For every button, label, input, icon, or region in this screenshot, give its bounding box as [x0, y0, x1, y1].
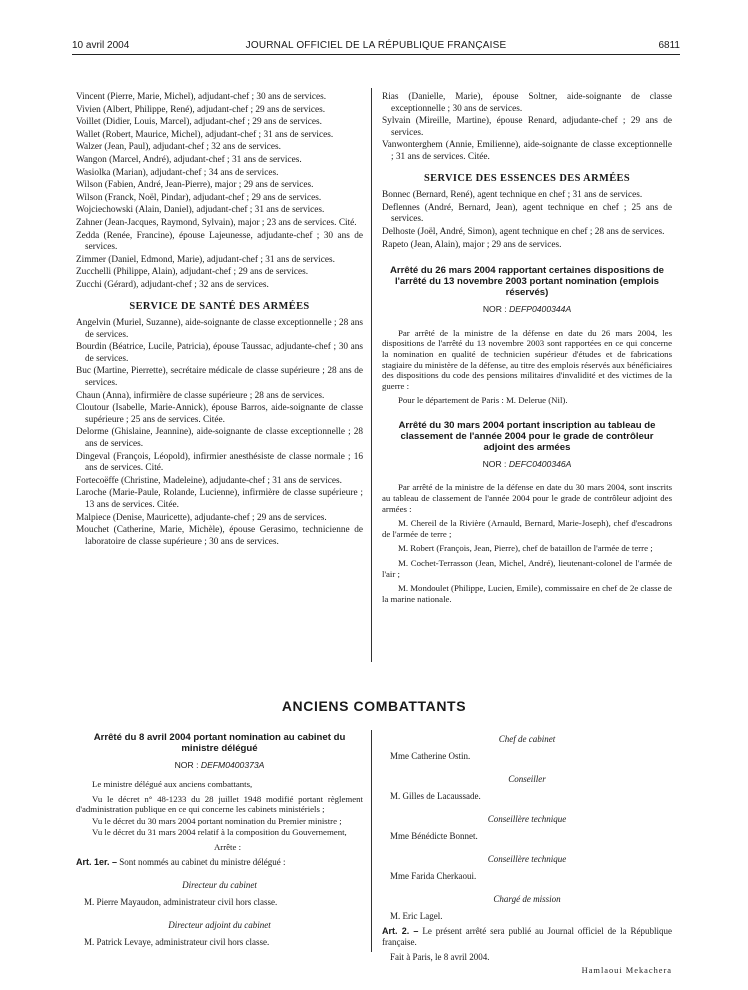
header-date: 10 avril 2004 — [72, 40, 130, 51]
arrete-title: Arrêté du 8 avril 2004 portant nomination au cabinet du ministre délégué — [93, 732, 346, 754]
nor-code: DEFP0400344A — [509, 304, 572, 315]
list-item: Wasiolka (Marian), adjudant-chef ; 34 ans de services. — [76, 167, 279, 178]
nor-code: DEFC0400346A — [508, 458, 572, 469]
arrete-title: Arrêté du 30 mars 2004 portant inscription au tableau de classement de l'année 2004 pour le grade de contrôleur adjoint des armées — [398, 419, 656, 453]
list-item: Sylvain (Mireille, Martine), épouse Renard, adjudante-chef ; 29 ans de services. — [382, 116, 672, 138]
list-item: Delorme (Ghislaine, Jeannine), aide-soignante de classe exceptionnelle ; 28 ans de services. — [76, 427, 363, 450]
list-item: M. Robert (François, Jean, Pierre), chef de bataillon de l'armée de terre ; — [398, 543, 653, 554]
column-divider — [371, 730, 372, 952]
role-title: Chargé de mission — [493, 894, 561, 904]
list-item: Wilson (Fabien, André, Jean-Pierre), major ; 29 ans de services. — [76, 180, 314, 191]
signature: Hamlaoui Mekachera — [581, 966, 672, 975]
list-item: Zucchi (Gérard), adjudant-chef ; 32 ans de services. — [76, 279, 269, 290]
fait-line: Fait à Paris, le 8 avril 2004. — [390, 952, 490, 962]
list-item: Wilson (Franck, Noël, Pindar), adjudant-chef ; 29 ans de services. — [76, 192, 322, 203]
list-item: Vanwonterghem (Annie, Emilienne), aide-soignante de classe exceptionnelle ; 31 ans de services. Citée. — [382, 140, 672, 162]
list-item: Zahner (Jean-Jacques, Raymond, Sylvain), major ; 23 ans de services. Cité. — [76, 217, 357, 228]
article-2 — [382, 926, 672, 948]
role-title: Directeur adjoint du cabinet — [168, 919, 271, 930]
role-title: Conseillère technique — [487, 814, 567, 824]
list-item: Malpiece (Denise, Mauricette), adjudante-chef ; 29 ans de services. — [76, 512, 327, 523]
member-name: M. Patrick Levaye, administrateur civil hors classe. — [84, 936, 270, 947]
visa: Vu le décret n° 48-1233 du 28 juillet 1948 modifié portant règlement d'administration publique en ce qui concerne les cabinets ministériels ; — [76, 793, 363, 815]
list-item: Voillet (Didier, Louis, Marcel), adjudant-chef ; 29 ans de services. — [76, 117, 323, 128]
member-name: Mme Farida Cherkaoui. — [390, 871, 477, 881]
nor-reference — [382, 459, 672, 471]
list-item: Vivien (Albert, Philippe, René), adjudant-chef ; 29 ans de services. — [76, 104, 326, 115]
member-name: M. Pierre Mayaudon, administrateur civil hors classe. — [84, 896, 278, 907]
page-number: 6811 — [658, 40, 680, 51]
list-item: M. Mondoulet (Philippe, Lucien, Emile), commissaire en chef de 2e classe de la marine nationale. — [382, 583, 672, 604]
visa: Vu le décret du 30 mars 2004 portant nomination du Premier ministre ; — [92, 815, 342, 826]
nor-label: NOR : — [174, 760, 199, 770]
section-heading-sante: SERVICE DE SANTÉ DES ARMÉES — [129, 300, 310, 312]
article-2-label: Art. 2. – — [382, 926, 419, 936]
list-item: Cloutour (Isabelle, Marie-Annick), épouse Barros, aide-soignante de classe supérieure ; 25 ans de services. Citée. — [76, 403, 363, 425]
arrete-line: Pour le département de Paris : M. Delerue (Nil). — [398, 395, 568, 406]
list-item: Vincent (Pierre, Marie, Michel), adjudant-chef ; 30 ans de services. — [76, 92, 327, 102]
left-column — [76, 92, 363, 549]
list-item: Mouchet (Catherine, Marie, Michèle), épouse Gerasimo, technicienne de laboratoire de classe supérieure ; 30 ans de services. — [76, 525, 363, 547]
member-name: M. Gilles de Lacaussade. — [390, 791, 481, 801]
article-1-label: Art. 1er. – — [76, 856, 118, 867]
role-title: Chef de cabinet — [498, 734, 556, 744]
list-item: Deflennes (André, Bernard, Jean), agent technique en chef ; 25 ans de services. — [382, 202, 672, 225]
list-item: Angelvin (Muriel, Suzanne), aide-soignante de classe exceptionnelle ; 28 ans de services. — [76, 318, 363, 340]
list-item: Wojciechowski (Alain, Daniel), adjudant-chef ; 31 ans de services. — [76, 205, 325, 216]
arrete-word: Arrête : — [213, 841, 242, 852]
arrete-body: Par arrêté de la ministre de la défense en date du 30 mars 2004, sont inscrits au tableau de classement de l'année 2004 pour le grade de contrôleur adjoint des armées : — [382, 482, 672, 514]
section-heading-essences: SERVICE DES ESSENCES DES ARMÉES — [423, 172, 631, 184]
nor-reference — [76, 760, 363, 771]
list-item: Wangon (Marcel, André), adjudant-chef ; 31 ans de services. — [76, 154, 302, 165]
list-item: Rias (Danielle, Marie), épouse Soltner, aide-soignante de classe exceptionnelle ; 30 ans de services. — [382, 92, 672, 114]
list-item: Chaun (Anna), infirmière de classe supérieure ; 28 ans de services. — [76, 390, 325, 401]
arrete-body: Par arrêté de la ministre de la défense en date du 26 mars 2004, les dispositions de l'arrêté du 13 novembre 2003 sont rapportées en ce qui concerne la nomination en qualité de technicien supérieur d'études et de fabrications stagiaire du ministère de la défense, au titre des emplois réservés aux bénéficiaires des dispositions du code des pensions militaires d'invalidité et des victimes de la guerre : — [382, 327, 672, 391]
list-item: Bonnec (Bernard, René), agent technique en chef ; 31 ans de services. — [382, 190, 643, 201]
nor-label: NOR : — [482, 304, 507, 315]
member-name: Mme Bénédicte Bonnet. — [390, 831, 478, 841]
page-header — [72, 40, 680, 55]
list-item: Wallet (Robert, Maurice, Michel), adjudant-chef ; 31 ans de services. — [76, 129, 334, 140]
article-1 — [76, 857, 363, 868]
list-item: M. Chereil de la Rivière (Arnauld, Bernard, Marie-Joseph), chef d'escadrons de l'armée de terre ; — [382, 518, 672, 539]
list-item: Bourdin (Béatrice, Lucile, Patricia), épouse Taussac, adjudante-chef ; 30 ans de services. — [76, 342, 363, 364]
nor-reference — [382, 304, 672, 316]
bottom-right-column — [382, 732, 672, 976]
list-item: Zedda (Renée, Francine), épouse Lajeunesse, adjudante-chef ; 30 ans de services. — [76, 230, 363, 253]
role-title: Conseillère technique — [487, 854, 567, 864]
member-name: M. Eric Lagel. — [390, 911, 443, 921]
list-item: Rapeto (Jean, Alain), major ; 29 ans de services. — [382, 239, 562, 250]
arrete-intro: Le ministre délégué aux anciens combattants, — [92, 779, 253, 789]
list-item: Laroche (Marie-Paule, Rolande, Lucienne), infirmière de classe supérieure ; 13 ans de services. Citée. — [76, 488, 363, 510]
bottom-left-column — [76, 732, 363, 948]
member-name: Mme Catherine Ostin. — [390, 751, 471, 761]
list-item: Fortecoëffe (Christine, Madeleine), adjudante-chef ; 31 ans de services. — [76, 475, 342, 486]
list-item: Zucchelli (Philippe, Alain), adjudant-chef ; 29 ans de services. — [76, 267, 309, 278]
section-banner: ANCIENS COMBATTANTS — [281, 698, 467, 714]
header-title: JOURNAL OFFICIEL DE LA RÉPUBLIQUE FRANÇAISE — [245, 40, 507, 51]
column-divider — [371, 88, 372, 662]
list-item: Zimmer (Daniel, Edmond, Marie), adjudant-chef ; 31 ans de services. — [76, 254, 335, 265]
list-item: Buc (Martine, Pierrette), secrétaire médicale de classe supérieure ; 28 ans de services. — [76, 366, 363, 389]
list-item: Dingeval (François, Léopold), infirmier anesthésiste de classe normale ; 16 ans de services. Cité. — [76, 451, 363, 474]
article-2-text: Le présent arrêté sera publié au Journal officiel de la République française. — [382, 926, 673, 947]
role-title: Conseiller — [508, 774, 546, 784]
nor-label: NOR : — [482, 458, 507, 469]
list-item: Delhoste (Joël, André, Simon), agent technique en chef ; 28 ans de services. — [382, 226, 665, 237]
article-1-text: Sont nommés au cabinet du ministre délégué : — [119, 856, 286, 867]
arrete-title: Arrêté du 26 mars 2004 rapportant certaines dispositions de l'arrêté du 13 novembre 2003 portant nomination (emplois réservés) — [389, 265, 665, 299]
nor-code: DEFM0400373A — [200, 760, 265, 770]
list-item: Walzer (Jean, Paul), adjudant-chef ; 32 ans de services. — [76, 142, 281, 153]
role-title: Directeur du cabinet — [182, 879, 257, 890]
visa: Vu le décret du 31 mars 2004 relatif à la composition du Gouvernement, — [92, 827, 347, 838]
list-item: M. Cochet-Terrasson (Jean, Michel, André), lieutenant-colonel de l'armée de l'air ; — [382, 558, 672, 579]
right-column — [382, 92, 672, 608]
